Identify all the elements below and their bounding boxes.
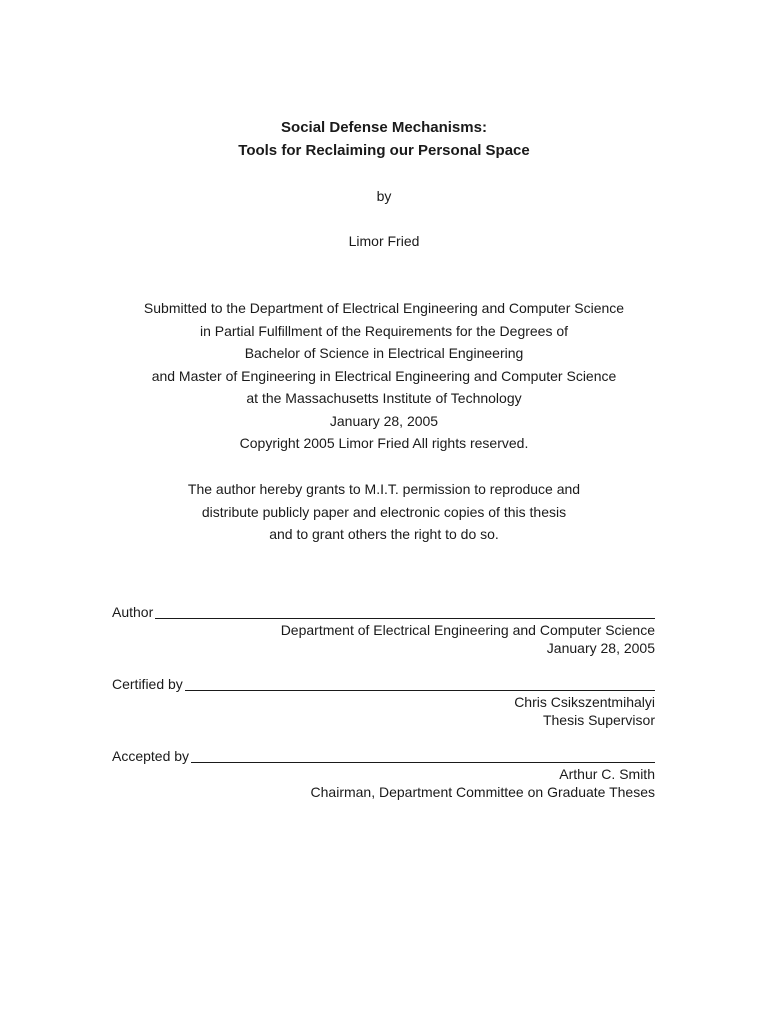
permission-statement <box>0 478 768 546</box>
submission-date: January 28, 2005 <box>329 412 439 429</box>
submission-line: Submitted to the Department of Electrical Engineering and Computer Science <box>143 300 625 316</box>
submission-line: Bachelor of Science in Electrical Engineering <box>244 345 524 361</box>
signature-label: Certified by <box>112 676 183 692</box>
signatory-name: Chris Csikszentmihalyi <box>514 694 655 710</box>
permission-line: The author hereby grants to M.I.T. permission to reproduce and <box>187 481 581 497</box>
signatory-role: Thesis Supervisor <box>542 712 655 728</box>
signatory-name: Arthur C. Smith <box>559 766 655 782</box>
submission-line: at the Massachusetts Institute of Technology <box>246 390 522 406</box>
signature-line <box>191 762 655 763</box>
copyright-notice: Copyright 2005 Limor Fried All rights reserved. <box>239 435 529 451</box>
submission-line: and Master of Engineering in Electrical Engineering and Computer Science <box>151 367 617 384</box>
signature-date: January 28, 2005 <box>546 640 655 656</box>
submission-statement <box>0 297 768 455</box>
signature-line <box>185 690 655 691</box>
signature-label: Author <box>112 604 154 620</box>
submission-line: in Partial Fulfillment of the Requirements for the Degrees of <box>199 322 569 339</box>
signature-label: Accepted by <box>112 748 190 764</box>
permission-line: and to grant others the right to do so. <box>269 526 499 542</box>
signature-line <box>155 618 655 619</box>
by-text: by <box>376 188 392 204</box>
author-signature-block <box>112 601 655 657</box>
title-line-2: Tools for Reclaiming our Personal Space <box>238 142 530 159</box>
author-name: Limor Fried <box>348 233 420 249</box>
permission-line: distribute publicly paper and electronic copies of this thesis <box>201 503 567 520</box>
signature-affiliation: Department of Electrical Engineering and Computer Science <box>280 622 655 638</box>
title-line-1: Social Defense Mechanisms: <box>281 119 487 136</box>
accepted-signature-block <box>112 745 655 801</box>
thesis-title <box>0 116 768 162</box>
certified-signature-block <box>112 673 655 729</box>
signatory-role: Chairman, Department Committee on Graduate Theses <box>310 784 655 800</box>
